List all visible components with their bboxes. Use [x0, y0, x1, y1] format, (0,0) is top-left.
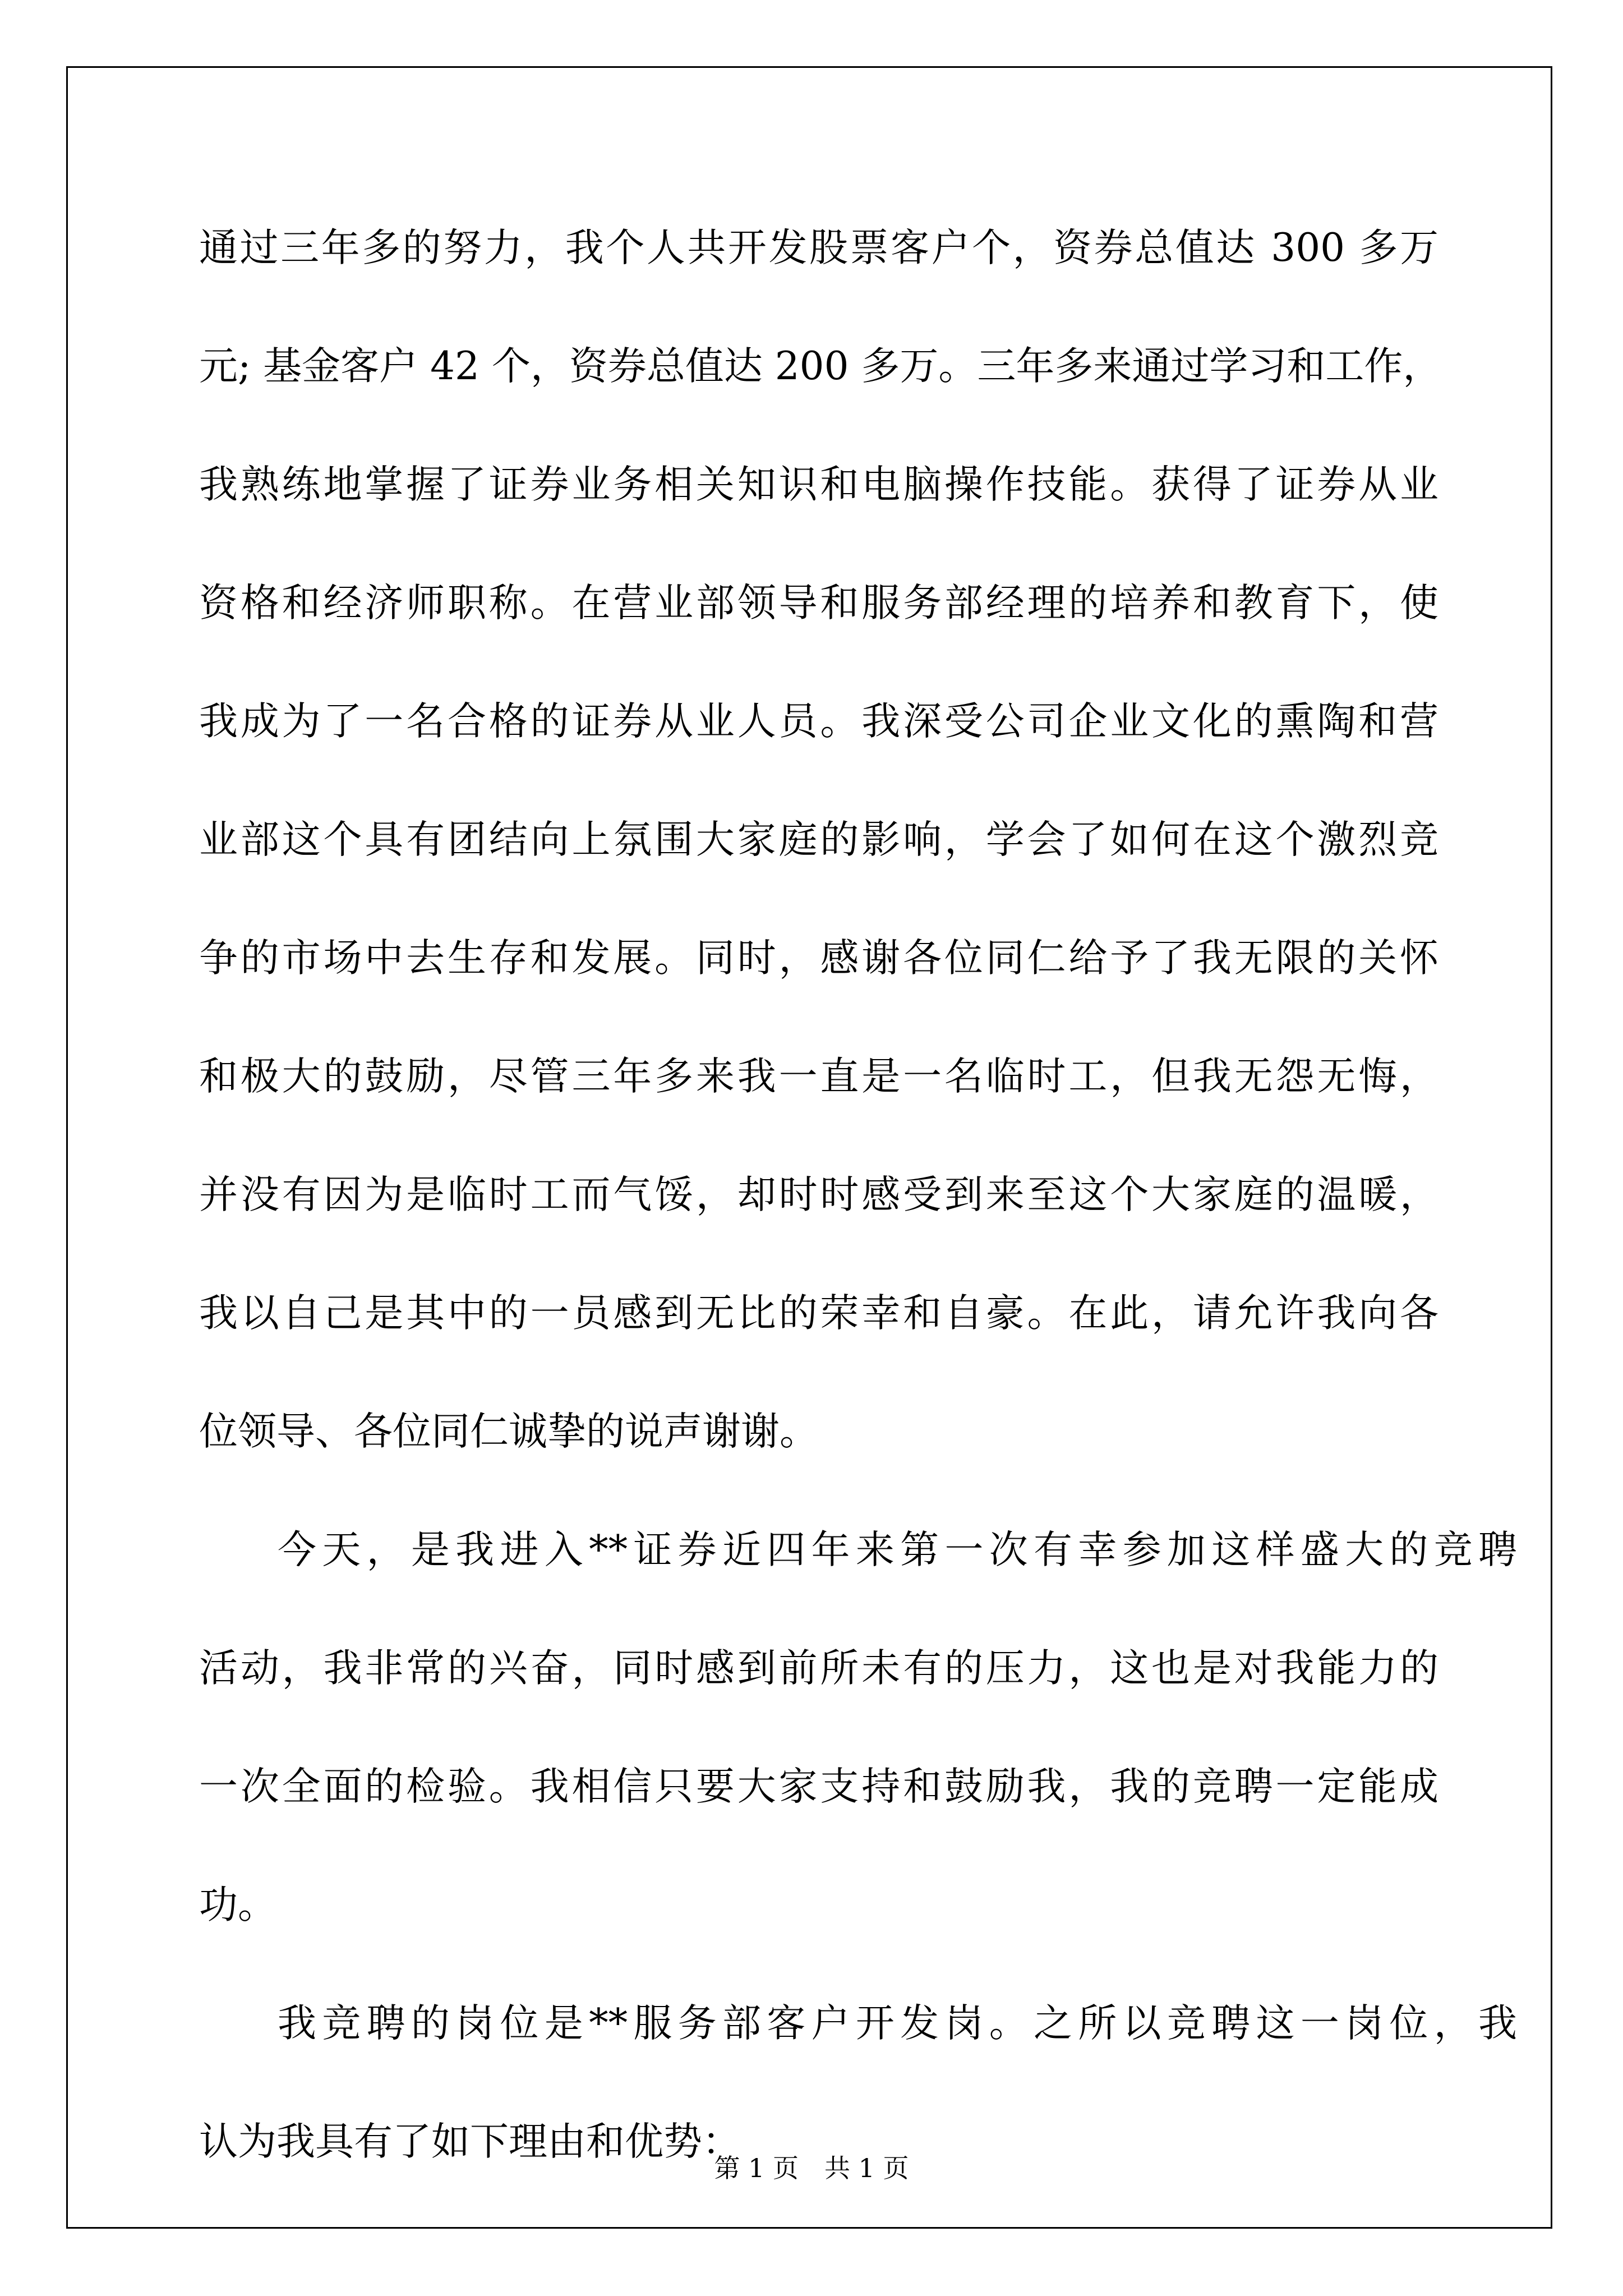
paragraph-line: 认为我具有了如下理由和优势：	[199, 2119, 741, 2164]
page-border	[66, 66, 1552, 2229]
paragraph-line: 并没有因为是临时工而气馁，却时时感受到来至这个大家庭的温暖，	[199, 1172, 1438, 1217]
paragraph-line: 我竞聘的岗位是**服务部客户开发岗。之所以竞聘这一岗位，我	[278, 2001, 1517, 2046]
paragraph-line: 我熟练地掌握了证券业务相关知识和电脑操作技能。获得了证券从业	[199, 462, 1438, 507]
paragraph-line: 功。	[199, 1883, 276, 1927]
paragraph-line: 我成为了一名合格的证券从业人员。我深受公司企业文化的熏陶和营	[199, 699, 1438, 744]
paragraph-line: 我以自己是其中的一员感到无比的荣幸和自豪。在此，请允许我向各	[199, 1291, 1438, 1336]
paragraph-line: 位领导、各位同仁诚挚的说声谢谢。	[199, 1409, 818, 1454]
paragraph-line: 争的市场中去生存和发展。同时，感谢各位同仁给予了我无限的关怀	[199, 936, 1438, 981]
paragraph-line: 业部这个具有团结向上氛围大家庭的影响，学会了如何在这个激烈竞	[199, 817, 1438, 862]
paragraph-line: 通过三年多的努力，我个人共开发股票客户个，资券总值达 300 多万	[199, 226, 1438, 270]
paragraph-line: 元; 基金客户 42 个，资券总值达 200 多万。三年多来通过学习和工作，	[199, 344, 1442, 389]
paragraph-line: 和极大的鼓励，尽管三年多来我一直是一名临时工，但我无怨无悔，	[199, 1054, 1438, 1099]
paragraph-line: 资格和经济师职称。在营业部领导和服务部经理的培养和教育下，使	[199, 581, 1438, 625]
paragraph-line: 活动，我非常的兴奋，同时感到前所未有的压力，这也是对我能力的	[199, 1646, 1438, 1691]
paragraph-line: 一次全面的检验。我相信只要大家支持和鼓励我，我的竞聘一定能成	[199, 1764, 1438, 1809]
paragraph-line: 今天，是我进入**证券近四年来第一次有幸参加这样盛大的竞聘	[278, 1527, 1517, 1572]
page-footer: 第 1 页 共 1 页	[714, 2153, 909, 2183]
